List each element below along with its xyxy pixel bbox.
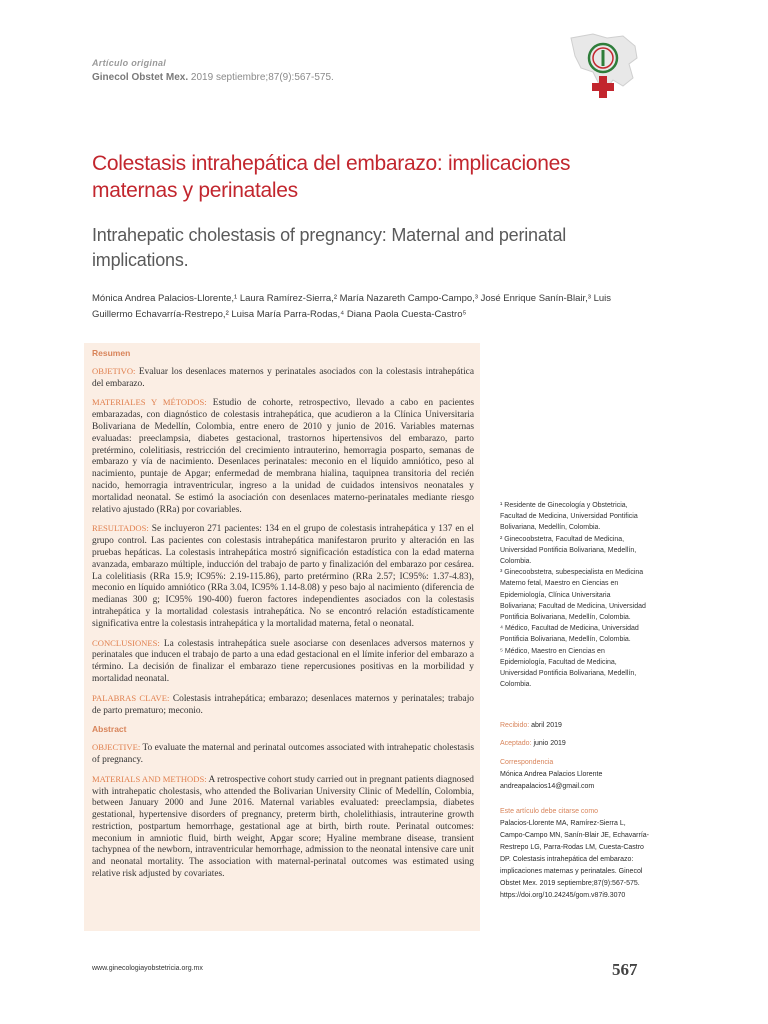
- abstract-heading: Abstract: [92, 724, 127, 735]
- materiales-paragraph: [92, 397, 474, 516]
- title-english: Intrahepatic cholestasis of pregnancy: Maternal and perinatal implications.: [92, 225, 567, 270]
- accepted-label: Aceptado:: [500, 740, 532, 747]
- correspondence-name: Mónica Andrea Palacios Llorente: [500, 771, 603, 778]
- resumen-heading: Resumen: [92, 348, 131, 358]
- cite-as-label: Este artículo debe citarse como: [500, 808, 599, 815]
- methods-paragraph: [92, 774, 474, 881]
- materiales-text: Estudio de cohorte, retrospectivo, llevado a cabo en pacientes embarazadas, con diagnóstico de colestasis intrahepática, que acudieron a la Clínica Universitaria Bolivariana de Medellín, Colombia, entre enero de 2010 y junio de 2016. Variables maternas evaluadas: preeclampsia, diabetes gestacional, trastornos hipertensivos del embarazo, parto pretérmino, colelitiasis, restricción del crecimiento intrauterino, hemorragia posparto, semanas de embarazo y vía de nacimiento. Desenlaces perinatales: meconio en el líquido amniótico, peso al nacimiento, puntaje de Apgar; enfermedad de membrana hialina, taquipnea transitoria del recién nacido, hemorragia intraventricular, ingreso a la unidad de cuidados intensivos neonatales y mortalidad neonatal. Se estimó la asociación con desenlaces materno-perinatales mediante riesgo relativo ajustado (RRa) por covariables.: [92, 398, 474, 515]
- palabras-text: Colestasis intrahepática; embarazo; desenlaces maternos y perinatales; trabajo de parto prematuro; meconio.: [92, 693, 474, 716]
- received-row: [500, 717, 566, 735]
- objective-text: To evaluate the maternal and perinatal outcomes associated with intrahepatic cholestasis of pregnancy.: [92, 743, 474, 765]
- resultados-paragraph: [92, 523, 474, 630]
- objetivo-paragraph: [92, 366, 474, 391]
- article-type: Artículo original: [92, 58, 167, 68]
- authors: Mónica Andrea Palacios-Llorente,¹ Laura Ramírez-Sierra,² María Nazareth Campo-Campo,³ José Enrique Sanín-Blair,³ Luis Guillermo Echavarría-Restrepo,² Luisa María Parra-Rodas,⁴ Diana Paola Cuesta-Castro⁵: [92, 293, 612, 320]
- affiliation-item: ¹ Residente de Ginecología y Obstetricia, Facultad de Medicina, Universidad Pontificia Bolivariana, Medellín, Colombia.: [500, 502, 638, 532]
- conclusiones-text: La colestasis intrahepática suele asociarse con desenlaces adversos maternos y perinatales que inducen el trabajo de parto a una edad gestacional en el límite inferior del embarazo a término. La decisión de finalizar el embarazo tiene repercusiones positivas en la morbilidad y mortalidad neonatal.: [92, 638, 474, 684]
- correspondence-email[interactable]: andreapalacios14@gmail.com: [500, 783, 595, 790]
- journal-citation: [92, 72, 334, 83]
- correspondence: [500, 757, 650, 793]
- dates: [500, 717, 566, 753]
- journal-logo-icon: [563, 28, 645, 110]
- cite-as: [500, 806, 650, 902]
- affiliation-item: ² Ginecoobstetra, Facultad de Medicina, Universidad Pontificia Bolivariana, Medellín, Colombia.: [500, 535, 637, 566]
- objective-paragraph: [92, 742, 474, 767]
- abstract-block: [92, 348, 474, 888]
- page-number: 567: [612, 960, 638, 979]
- affiliations: [500, 500, 648, 690]
- footer-url[interactable]: www.ginecologiayobstetricia.org.mx: [92, 965, 203, 972]
- received-date: abril 2019: [529, 722, 562, 729]
- palabras-label: PALABRAS CLAVE:: [92, 692, 170, 703]
- objective-label: OBJECTIVE:: [92, 742, 141, 753]
- materiales-label: MATERIALES Y MÉTODOS:: [92, 397, 207, 408]
- correspondence-label: Correspondencia: [500, 759, 554, 766]
- objetivo-label: OBJETIVO:: [92, 365, 136, 376]
- cite-as-text: Palacios-Llorente MA, Ramírez-Sierra L, Campo-Campo MN, Sanín-Blair JE, Echavarría-Restrepo LG, Parra-Rodas LM, Cuesta-Castro DP. Colestasis intrahepática del embarazo: implicaciones maternas y perinatales. Ginecol Obstet Mex. 2019 septiembre;87(9):567-575. https://doi.org/10.24245/gom.v87i9.3070: [500, 820, 649, 899]
- accepted-date: junio 2019: [531, 740, 566, 747]
- affiliation-item: ³ Ginecoobstetra, subespecialista en Medicina Materno fetal, Maestro en Ciencias en Epidemiología, Clínica Universitaria Bolivariana; Facultad de Medicina, Universidad Pontificia Bolivariana, Medellín, Colombia.: [500, 569, 646, 622]
- title-spanish: Colestasis intrahepática del embarazo: implicaciones maternas y perinatales: [92, 152, 571, 202]
- objetivo-text: Evaluar los desenlaces maternos y perinatales asociados con la colestasis intrahepática del embarazo.: [92, 366, 474, 389]
- received-label: Recibido:: [500, 722, 530, 729]
- resultados-label: RESULTADOS:: [92, 523, 149, 534]
- methods-text: A retrospective cohort study carried out in pregnant patients diagnosed with intrahepatic cholestasis, who attended the Bolivarian University Clinic of Medellín, Colombia, between January 2000 and June 2016. Maternal variables evaluated: preeclampsia, diabetes gestational, hypertensive disorders of pregnancy, preterm birth, cholelithiasis, intrauterine growth restriction, postpartum hemorrhage, gestational age at birth, birth route. Perinatal outcomes: meconium in amniotic fluid, birth weight, Apgar score; Hyaline membrane disease, transient tachypnea of the newborn, intraventricular hemorrhage, admission to the neonatal intensive care unit and neonatal mortality. The association with maternal-perinatal outcomes was estimated using relative risk adjusted by covariates.: [92, 774, 474, 880]
- accepted-row: [500, 735, 566, 753]
- conclusiones-paragraph: [92, 638, 474, 686]
- conclusiones-label: CONCLUSIONES:: [92, 637, 160, 648]
- resultados-text: Se incluyeron 271 pacientes: 134 en el grupo de colestasis intrahepática y 137 en el grupo control. Las pacientes con colestasis intrahepática manifestaron prurito y alteración en las pruebas hepáticas. La colestasis intrahepática mostró significación estadística con la edad materna avanzada, embarazo múltiple, inducción del trabajo de parto y finalización del embarazo por cesárea. La colelitiasis (RRa 15.9; IC95%: 2.19-115.86), parto pretérmino (RRa 2.57; IC95%: 1.37-4.83), meconio en líquido amniótico (RRa 3.04, IC95% 1.14-8.08) y peso bajo al nacimiento (diferencia de medianas 300 g; IC95% 190-400) fueron factores independientes asociados con la colestasis intrahepática y la mortalidad colestasis intrahepática. No se encontró relación estadísticamente significativa entre la colestasis intrahepática y la mortalidad materna, fetal o neonatal.: [92, 524, 474, 629]
- affiliation-item: ⁵ Médico, Maestro en Ciencias en Epidemiología, Facultad de Medicina, Universidad Pontificia Bolivariana, Medellín, Colombia.: [500, 647, 637, 689]
- journal-name: Ginecol Obstet Mex.: [92, 72, 189, 83]
- citation-details: 2019 septiembre;87(9):567-575.: [188, 72, 334, 83]
- affiliation-item: ⁴ Médico, Facultad de Medicina, Universidad Pontificia Bolivariana, Medellín, Colombia.: [500, 625, 639, 644]
- methods-label: MATERIALS AND METHODS:: [92, 773, 207, 784]
- palabras-paragraph: [92, 693, 474, 718]
